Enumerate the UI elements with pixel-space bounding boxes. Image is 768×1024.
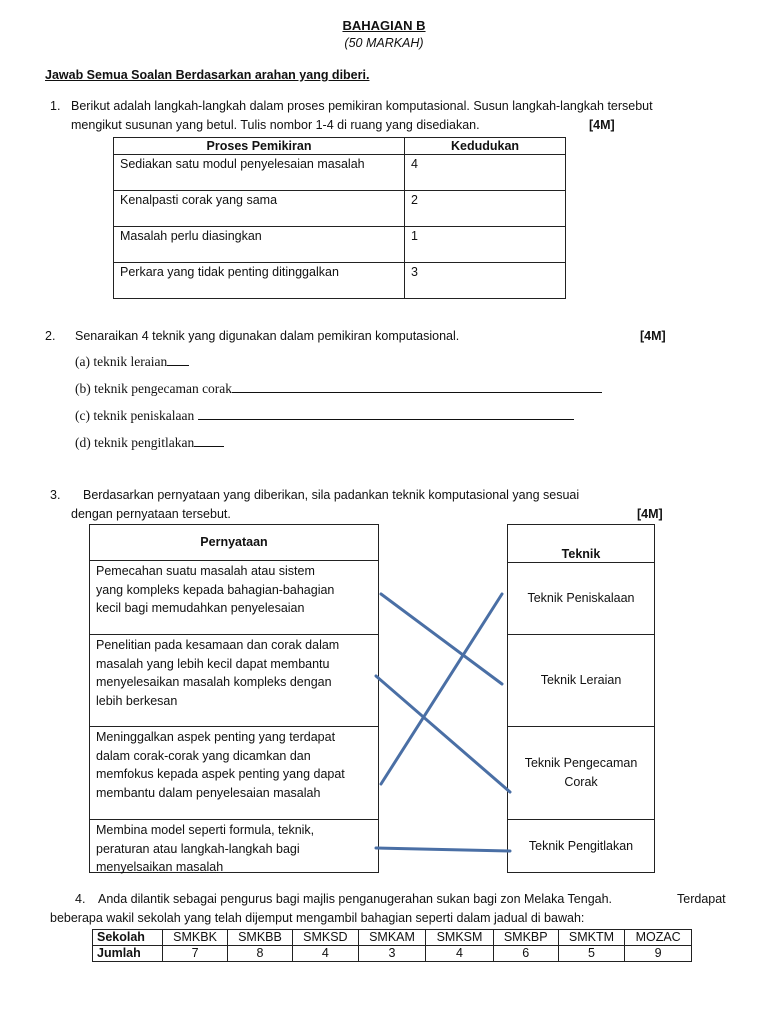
q1-marks: [4M] <box>589 118 615 132</box>
q4-count: 4 <box>426 946 494 962</box>
match-line-2 <box>376 676 510 792</box>
q4-count: 7 <box>163 946 228 962</box>
q3-number: 3. <box>50 488 61 502</box>
q4-count: 6 <box>493 946 558 962</box>
q4-count-label: Jumlah <box>93 946 163 962</box>
q4-school: SMKBP <box>493 930 558 946</box>
table-row <box>93 930 692 946</box>
match-line-3 <box>381 594 502 784</box>
answer-text: (c) teknik peniskalaan <box>75 408 198 423</box>
statement-line: lebih berkesan <box>96 693 178 708</box>
q4-line1b: Terdapat <box>677 892 726 906</box>
statement-line: Membina model seperti formula, teknik, <box>96 823 315 837</box>
statement-line: yang kompleks kepada bahagian-bahagian <box>96 582 335 597</box>
q4-count: 9 <box>625 946 692 962</box>
answer-text: (b) teknik pengecaman corak <box>75 381 233 396</box>
q2-text: Senaraikan 4 teknik yang digunakan dalam pemikiran komputasional. <box>75 329 460 343</box>
q1-line2: mengikut susunan yang betul. Tulis nombor 1-4 di ruang yang disediakan. <box>71 118 480 132</box>
statement-line: Penelitian pada kesamaan dan corak dalam <box>96 638 340 652</box>
answer-text: (d) teknik pengitlakan <box>75 435 195 450</box>
technique-header: Teknik <box>561 547 601 561</box>
statement-line: memfokus kepada aspek penting yang dapat <box>96 767 345 781</box>
statement-line: dalam corak-corak yang dicamkan dan <box>96 748 311 763</box>
statement-header: Pernyataan <box>200 535 268 549</box>
q4-school: SMKBB <box>228 930 293 946</box>
q1-position-cell[interactable]: 1 <box>405 227 566 263</box>
q1-position-cell[interactable]: 2 <box>405 191 566 227</box>
q4-school: SMKBK <box>163 930 228 946</box>
section-title: BAHAGIAN B <box>342 18 426 33</box>
technique-label: Teknik Peniskalaan <box>527 590 635 605</box>
q4-school: SMKTM <box>558 930 625 946</box>
q4-table <box>92 929 692 962</box>
q4-count: 8 <box>228 946 293 962</box>
q1-position-cell[interactable]: 4 <box>405 155 566 191</box>
statement-line: Pemecahan suatu masalah atau sistem <box>96 564 315 578</box>
q4-school: SMKSM <box>426 930 494 946</box>
q4-count: 5 <box>558 946 625 962</box>
technique-label: Teknik Pengecaman <box>524 755 638 770</box>
q4-line1: Anda dilantik sebagai pengurus bagi majlis penganugerahan sukan bagi zon Melaka Tengah. <box>98 892 613 906</box>
q4-school: MOZAC <box>625 930 692 946</box>
q3-marks: [4M] <box>637 507 663 521</box>
q4-count: 3 <box>358 946 426 962</box>
q1-line1: Berikut adalah langkah-langkah dalam proses pemikiran komputasional. Susun langkah-langkah tersebut <box>71 99 653 113</box>
q1-process-cell: Perkara yang tidak penting ditinggalkan <box>114 263 405 299</box>
q1-process-cell: Sediakan satu modul penyelesaian masalah <box>114 155 405 191</box>
q1-number: 1. <box>50 99 61 113</box>
statement-line: menyelesaikan masalah kompleks dengan <box>96 675 332 689</box>
q4-school: SMKAM <box>358 930 426 946</box>
table-row <box>93 946 692 962</box>
statement-line: menyelsaikan masalah <box>96 860 224 874</box>
statement-line: Meninggalkan aspek penting yang terdapat <box>96 730 336 744</box>
statement-line: peraturan atau langkah-langkah bagi <box>96 841 300 856</box>
technique-label: Teknik Pengitlakan <box>528 839 634 853</box>
q4-count: 4 <box>292 946 358 962</box>
q2-number: 2. <box>45 329 56 343</box>
technique-label: Corak <box>564 774 598 789</box>
answer-text: (a) teknik leraian <box>75 354 168 369</box>
q1-position-cell[interactable]: 3 <box>405 263 566 299</box>
q1-process-cell: Masalah perlu diasingkan <box>114 227 405 263</box>
statement-line: masalah yang lebih kecil dapat membantu <box>96 656 330 671</box>
statement-line: membantu dalam penyelesaian masalah <box>96 785 321 800</box>
instruction: Jawab Semua Soalan Berdasarkan arahan yang diberi. <box>45 68 370 82</box>
statement-line: kecil bagi memudahkan penyelesaian <box>96 601 305 615</box>
q1-header-position: Kedudukan <box>405 138 566 155</box>
q4-number: 4. <box>75 892 86 906</box>
q3-line2: dengan pernyataan tersebut. <box>71 507 231 521</box>
match-line-4 <box>376 848 510 851</box>
q4-school: SMKSD <box>292 930 358 946</box>
q4-line2: beberapa wakil sekolah yang telah dijemput mengambil bahagian seperti dalam jadual di bawah: <box>50 911 585 925</box>
technique-label: Teknik Leraian <box>540 672 622 687</box>
q1-header-process: Proses Pemikiran <box>114 138 405 155</box>
q2-marks: [4M] <box>640 329 666 343</box>
match-line-1 <box>381 594 502 684</box>
q4-school-label: Sekolah <box>93 930 163 946</box>
q3-line1: Berdasarkan pernyataan yang diberikan, sila padankan teknik komputasional yang sesuai <box>83 488 580 502</box>
marks-total: (50 MARKAH) <box>344 36 424 50</box>
q1-process-cell: Kenalpasti corak yang sama <box>114 191 405 227</box>
